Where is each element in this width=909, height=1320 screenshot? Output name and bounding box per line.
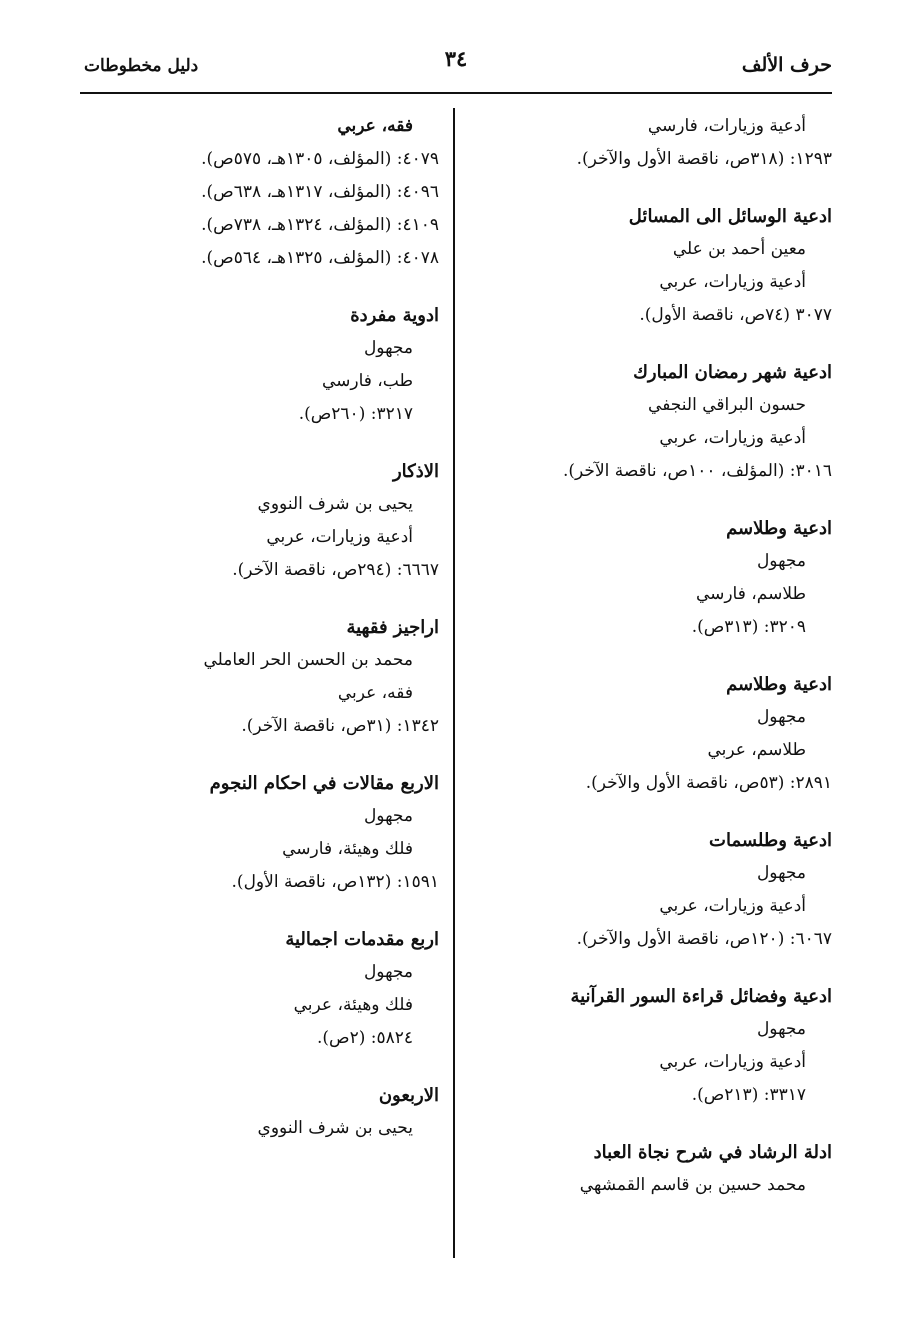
entry bbox=[487, 356, 832, 488]
entry-subject: أدعية وزيارات، عربي bbox=[266, 527, 413, 547]
entry-subject: طلاسم، فارسي bbox=[695, 584, 806, 604]
entry bbox=[487, 512, 832, 644]
entry-author: مجهول bbox=[363, 338, 413, 358]
entry-author: مجهول bbox=[756, 707, 806, 727]
entry-subject: أدعية وزيارات، عربي bbox=[659, 1052, 806, 1072]
entry bbox=[94, 110, 439, 275]
entry bbox=[94, 611, 439, 743]
entry-record: ٣٠١٦: (المؤلف، ١٠٠ص، ناقصة الآخر). bbox=[563, 461, 832, 481]
entry-author: مجهول bbox=[756, 863, 806, 883]
entry-subject: أدعية وزيارات، فارسي bbox=[647, 116, 806, 136]
entry-title: اراجيز فقهية bbox=[346, 617, 439, 638]
entry-subject: فلك وهيئة، عربي bbox=[293, 995, 413, 1015]
entry-record: ٣٠٧٧ (٧٤ص، ناقصة الأول). bbox=[639, 305, 832, 325]
entry-title: الاذكار bbox=[392, 461, 439, 482]
entry-record: ٢٨٩١: (٥٣ص، ناقصة الأول والآخر). bbox=[585, 773, 832, 793]
entry bbox=[487, 110, 832, 176]
entry-author: يحيى بن شرف النووي bbox=[257, 1118, 413, 1138]
entry-record: ٣٣١٧: (٢١٣ص). bbox=[691, 1085, 806, 1105]
entry-author: حسون البراقي النجفي bbox=[648, 395, 806, 415]
entry-title: ادعية وطلاسم bbox=[726, 674, 832, 695]
entry-record: ٥٨٢٤: (٢ص). bbox=[316, 1028, 413, 1048]
entry-subject: طب، فارسي bbox=[321, 371, 413, 391]
entry bbox=[487, 980, 832, 1112]
page-number: ٣٤ bbox=[444, 46, 468, 71]
entry-author: مجهول bbox=[363, 962, 413, 982]
entry-record: ١٢٩٣: (٣١٨ص، ناقصة الأول والآخر). bbox=[576, 149, 832, 169]
entry bbox=[94, 767, 439, 899]
entry-record: ٤٠٩٦: (المؤلف، ١٣١٧هـ، ٦٣٨ص). bbox=[201, 182, 439, 202]
entry-subject: طلاسم، عربي bbox=[707, 740, 806, 760]
entry-subject: فقه، عربي bbox=[337, 116, 413, 136]
entry-subject: أدعية وزيارات، عربي bbox=[659, 896, 806, 916]
entry-record: ٣٢٠٩: (٣١٣ص). bbox=[691, 617, 806, 637]
entry-author: محمد بن الحسن الحر العاملي bbox=[203, 650, 413, 670]
entry-record: ١٣٤٢: (٣١ص، ناقصة الآخر). bbox=[241, 716, 439, 736]
entry-subject: فقه، عربي bbox=[337, 683, 413, 703]
entry-title: الاربعون bbox=[378, 1085, 439, 1106]
entry-title: ادعية وفضائل قراءة السور القرآنية bbox=[570, 986, 832, 1007]
entry-title: الاربع مقالات في احكام النجوم bbox=[209, 773, 439, 794]
entry bbox=[94, 1079, 439, 1145]
entry-subject: أدعية وزيارات، عربي bbox=[659, 428, 806, 448]
entry-record: ٤٠٧٩: (المؤلف، ١٣٠٥هـ، ٥٧٥ص). bbox=[201, 149, 439, 169]
entry-record: ١٥٩١: (١٣٢ص، ناقصة الأول). bbox=[231, 872, 439, 892]
page-header bbox=[80, 44, 832, 94]
chapter-title: حرف الألف bbox=[741, 54, 832, 76]
entry-author: محمد حسين بن قاسم القمشهي bbox=[579, 1175, 806, 1195]
entry-title: اربع مقدمات اجمالية bbox=[285, 929, 439, 950]
entry-author: مجهول bbox=[756, 1019, 806, 1039]
entry bbox=[94, 923, 439, 1055]
entry-record: ٦٠٦٧: (١٢٠ص، ناقصة الأول والآخر). bbox=[576, 929, 832, 949]
left-column bbox=[94, 110, 439, 1169]
book-title: دليل مخطوطات bbox=[84, 56, 199, 76]
entry bbox=[487, 824, 832, 956]
entry-title: ادلة الرشاد في شرح نجاة العباد bbox=[593, 1142, 832, 1163]
entry-record: ٤٠٧٨: (المؤلف، ١٣٢٥هـ، ٥٦٤ص). bbox=[201, 248, 439, 268]
column-divider bbox=[453, 108, 455, 1258]
entry-author: يحيى بن شرف النووي bbox=[257, 494, 413, 514]
entry bbox=[487, 668, 832, 800]
entry bbox=[487, 200, 832, 332]
entry-subject: أدعية وزيارات، عربي bbox=[659, 272, 806, 292]
entry-record: ٦٦٦٧: (٢٩٤ص، ناقصة الآخر). bbox=[232, 560, 439, 580]
entry-title: ادعية الوسائل الى المسائل bbox=[628, 206, 832, 227]
entry-title: ادعية وطلاسم bbox=[726, 518, 832, 539]
entry bbox=[94, 455, 439, 587]
entry-title: ادعية شهر رمضان المبارك bbox=[633, 362, 832, 383]
entry-author: معين أحمد بن علي bbox=[672, 239, 806, 259]
entry-record: ٣٢١٧: (٢٦٠ص). bbox=[298, 404, 413, 424]
right-column bbox=[487, 110, 832, 1226]
entry-title: ادوية مفردة bbox=[350, 305, 439, 326]
entry-record: ٤١٠٩: (المؤلف، ١٣٢٤هـ، ٧٣٨ص). bbox=[201, 215, 439, 235]
entry-author: مجهول bbox=[756, 551, 806, 571]
entry-author: مجهول bbox=[363, 806, 413, 826]
entry bbox=[487, 1136, 832, 1202]
entry-subject: فلك وهيئة، فارسي bbox=[282, 839, 413, 859]
entry bbox=[94, 299, 439, 431]
entry-title: ادعية وطلسمات bbox=[709, 830, 832, 851]
